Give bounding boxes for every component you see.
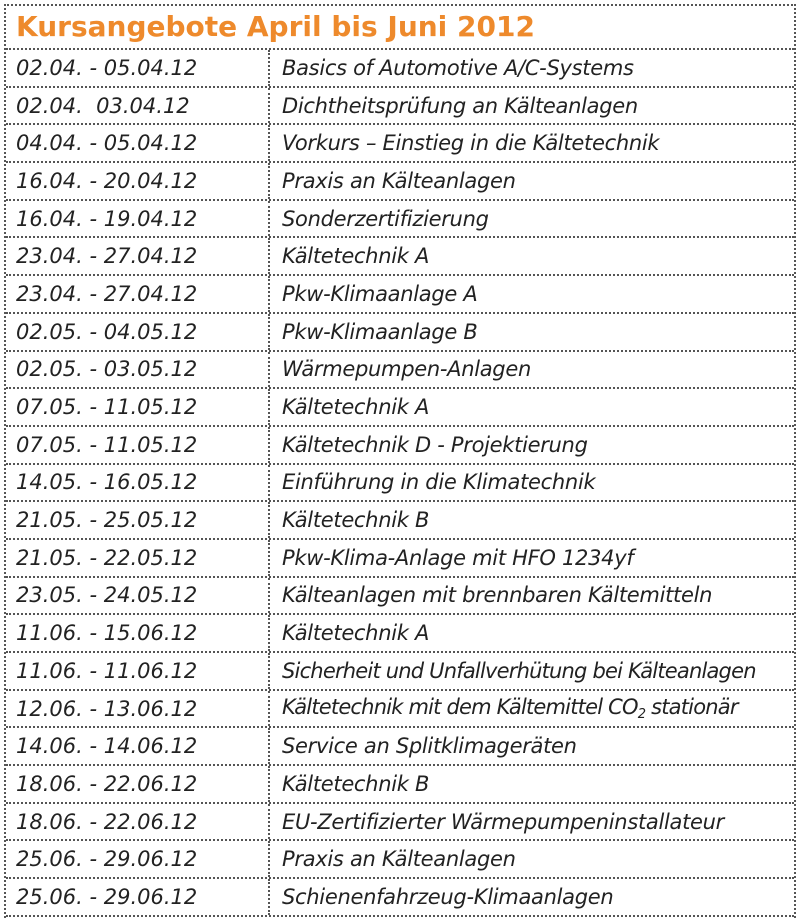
table-row [6, 502, 794, 540]
course-date: 11.06. - 11.06.12 [16, 658, 198, 683]
course-name: Sicherheit und Unfallverhütung bei Kälteanlagen [282, 658, 756, 683]
course-name: Pkw-Klimaanlage B [282, 319, 478, 344]
course-name: Kältetechnik B [282, 508, 430, 533]
course-name: Vorkurs – Einstieg in die Kältetechnik [282, 131, 660, 156]
course-date: 18.06. - 22.06.12 [16, 771, 198, 796]
table-row [6, 804, 794, 842]
course-date: 12.06. - 13.06.12 [16, 696, 198, 721]
course-date: 23.04. - 27.04.12 [16, 281, 198, 306]
course-date: 16.04. - 19.04.12 [16, 206, 198, 231]
course-name: Sonderzertifizierung [282, 206, 489, 231]
course-name [270, 695, 794, 722]
course-name: Schienenfahrzeug-Klimaanlagen [282, 884, 614, 909]
course-date: 18.06. - 22.06.12 [16, 809, 198, 834]
table-row [6, 728, 794, 766]
course-date: 11.06. - 15.06.12 [16, 621, 198, 646]
table-row [6, 879, 794, 917]
table-row [6, 540, 794, 578]
course-name: Basics of Automotive A/C-Systems [282, 55, 634, 80]
course-name-part: stationär [645, 695, 738, 720]
table-row [6, 352, 794, 390]
subscript-2: 2 [637, 707, 646, 723]
table-row [6, 125, 794, 163]
course-date: 21.05. - 25.05.12 [16, 508, 198, 533]
table-row [6, 238, 794, 276]
course-date: 21.05. - 22.05.12 [16, 545, 198, 570]
course-date: 25.06. - 29.06.12 [16, 884, 198, 909]
table-row [6, 427, 794, 465]
page-title: Kursangebote April bis Juni 2012 [6, 6, 794, 50]
course-name: Praxis an Kälteanlagen [282, 168, 516, 193]
table-row [6, 163, 794, 201]
table-row [6, 389, 794, 427]
course-date: 23.04. - 27.04.12 [16, 244, 198, 269]
course-name: Service an Splitklimageräten [282, 734, 577, 759]
table-row [6, 578, 794, 616]
table-row [6, 88, 794, 126]
table-row [6, 653, 794, 691]
table-row [6, 50, 794, 88]
course-date: 14.06. - 14.06.12 [16, 734, 198, 759]
course-name: Kältetechnik A [282, 244, 430, 269]
course-date: 02.05. - 04.05.12 [16, 319, 198, 344]
course-name: Praxis an Kälteanlagen [282, 847, 516, 872]
table-row [6, 201, 794, 239]
course-name: Kälteanlagen mit brennbaren Kältemitteln [282, 583, 713, 608]
course-name: Pkw-Klimaanlage A [282, 281, 478, 306]
course-name: Kältetechnik A [282, 621, 430, 646]
course-date: 23.05. - 24.05.12 [16, 583, 198, 608]
table-row [6, 841, 794, 879]
course-date: 02.05. - 03.05.12 [16, 357, 198, 382]
table-row [6, 615, 794, 653]
course-name: Wärmepumpen-Anlagen [282, 357, 531, 382]
course-date: 02.04. - 05.04.12 [16, 55, 198, 80]
course-name: Dichtheitsprüfung an Kälteanlagen [282, 93, 638, 118]
course-date: 25.06. - 29.06.12 [16, 847, 198, 872]
course-date: 07.05. - 11.05.12 [16, 432, 198, 457]
course-table [4, 4, 796, 918]
course-name: Kältetechnik A [282, 395, 430, 420]
course-name: Pkw-Klima-Anlage mit HFO 1234yf [282, 545, 634, 570]
course-name: EU-Zertifizierter Wärmepumpeninstallateur [282, 809, 724, 834]
table-row [6, 465, 794, 503]
course-name: Kältetechnik D - Projektierung [282, 432, 588, 457]
course-name: Einführung in die Klimatechnik [282, 470, 596, 495]
course-date: 14.05. - 16.05.12 [16, 470, 198, 495]
table-row [6, 691, 794, 729]
course-date: 07.05. - 11.05.12 [16, 395, 198, 420]
table-row [6, 276, 794, 314]
course-date: 02.04. 03.04.12 [16, 93, 190, 118]
table-row [6, 314, 794, 352]
course-name: Kältetechnik B [282, 771, 430, 796]
table-row [6, 766, 794, 804]
course-date: 16.04. - 20.04.12 [16, 168, 198, 193]
course-date: 04.04. - 05.04.12 [16, 131, 198, 156]
course-name-part: Kältetechnik mit dem Kältemittel CO [282, 695, 638, 720]
